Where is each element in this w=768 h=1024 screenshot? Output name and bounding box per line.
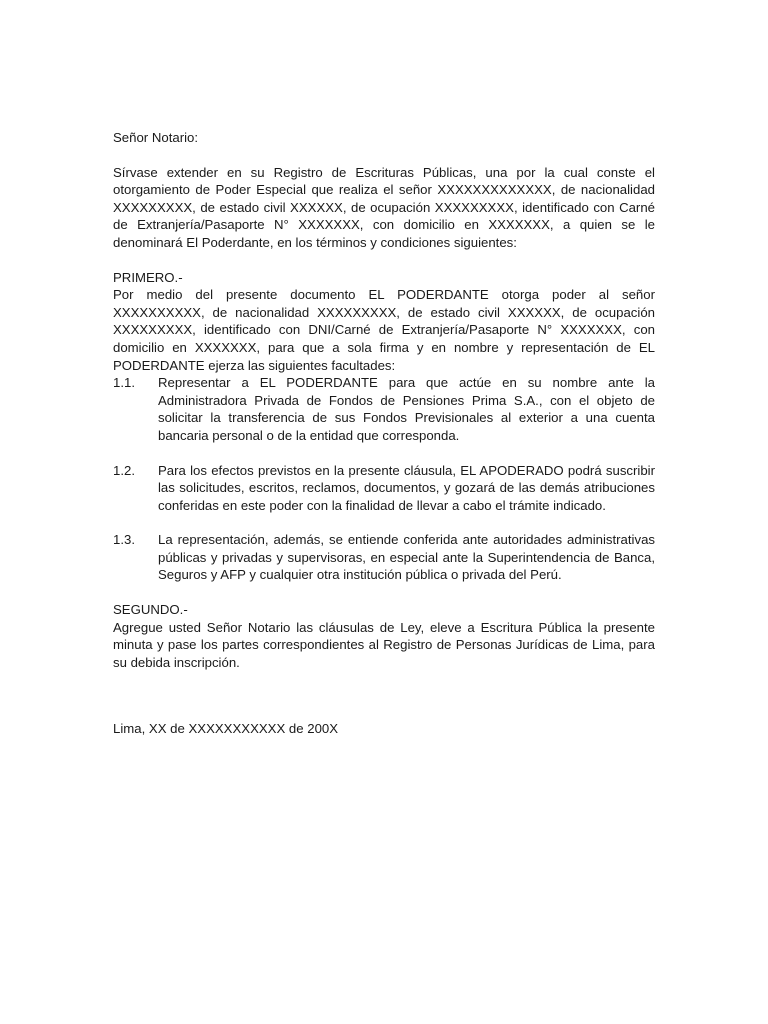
list-item-number: 1.3.: [113, 532, 135, 548]
intro-paragraph: Sírvase extender en su Registro de Escrituras Públicas, una por la cual conste el otorgamiento de Poder Especial que realiza el señor XXXXXXXXXXXXX, de nacionalidad XXXXXXXXX, de estado civil XXXXXX, de ocupación XXXXXXXXX, identificado con Carné de Extranjería/Pasaporte N° XXXXXXX, con domicilio en XXXXXXX, a quien se le denominará El Poderdante, en los términos y condiciones siguientes:: [113, 164, 655, 250]
list-item: [113, 462, 655, 515]
list-item-number: 1.2.: [113, 462, 135, 478]
list-item-number: 1.1.: [113, 375, 135, 391]
list-item-text: Representar a EL PODERDANTE para que actúe en su nombre ante la Administradora Privada de Fondos de Pensiones Prima S.A., con el objeto de solicitar la transferencia de sus Fondos Previsionales al exterior a una cuenta bancaria personal o de la entidad que corresponda.: [158, 375, 655, 443]
primero-paragraph: Por medio del presente documento EL PODERDANTE otorga poder al señor XXXXXXXXXX, de nacionalidad XXXXXXXXX, de estado civil XXXXXX, de ocupación XXXXXXXXX, identificado con DNI/Carné de Extranjería/Pasaporte N° XXXXXXX, con domicilio en XXXXXXX, para que a sola firma y en nombre y representación de EL PODERDANTE ejerza las siguientes facultades:: [113, 287, 655, 373]
list-item-text: La representación, además, se entiende conferida ante autoridades administrativas públicas y privadas y supervisoras, en especial ante la Superintendencia de Banca, Seguros y AFP y cualquier otra institución pública o privada del Perú.: [158, 532, 655, 583]
list-item: [113, 531, 655, 584]
faculties-list: [113, 374, 655, 584]
salutation: Señor Notario:: [113, 130, 199, 145]
document-body: [113, 129, 655, 738]
primero-heading: PRIMERO.-: [113, 269, 183, 285]
segundo-paragraph: Agregue usted Señor Notario las cláusulas de Ley, eleve a Escritura Pública la presente minuta y pase los partes correspondientes al Registro de Personas Jurídicas de Lima, para su debida inscripción.: [113, 619, 655, 670]
list-item-text: Para los efectos previstos en la presente cláusula, EL APODERADO podrá suscribir las solicitudes, escritos, reclamos, documentos, y gozará de las demás atribuciones conferidas en este poder con la finalidad de llevar a cabo el trámite indicado.: [158, 462, 655, 513]
segundo-heading: SEGUNDO.-: [113, 602, 188, 618]
date-line: Lima, XX de XXXXXXXXXXX de 200X: [113, 721, 339, 737]
list-item: [113, 374, 655, 444]
